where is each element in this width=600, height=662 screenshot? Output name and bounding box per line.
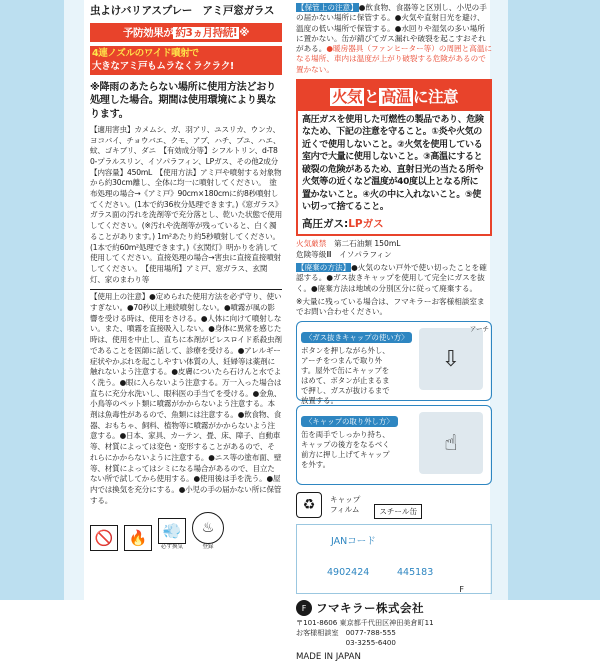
flame-icon: 🔥 bbox=[124, 525, 152, 551]
storage-caution: 【保管上の注意】●飲食物、食器等と区別し、小児の手の届かない場所に保管する。●火気や直射日光を避け、温度の低い場所で保管する。●水回りや湿気の多い場所に置かない。缶が錆びてガス漏れや破裂を起こすおそれがある。●暖房器具（ファンヒーター等）の周囲と高温になる場所、車内は温度が上がり破裂する危険があるので置かない。 bbox=[296, 3, 493, 74]
registration-caption: 登録 bbox=[202, 544, 214, 551]
jan-code-box bbox=[296, 524, 492, 594]
left-edge-band bbox=[0, 0, 84, 600]
arch-label: アーチ bbox=[469, 325, 489, 334]
cap-removal-heading: 〈キャップの取り外し方〉 bbox=[301, 416, 398, 427]
gas-type: 高圧ガス:LPガス bbox=[302, 218, 384, 231]
no-eat-icon: 🚫 bbox=[90, 525, 118, 551]
gas-release-cap-heading: 〈ガス抜きキャップの使い方〉 bbox=[301, 332, 412, 343]
manufacturer-address: 〒101-8606 東京都千代田区神田美倉町11 お客様相談室 0077-788-555 03-3255-6400 bbox=[296, 618, 434, 647]
jan-label: JANコード bbox=[331, 536, 376, 548]
recycling-marks bbox=[296, 490, 492, 519]
manufacturer bbox=[296, 600, 492, 616]
duration-banner: 予防効果が 約3ヵ月持続! ※ bbox=[90, 23, 282, 42]
made-in-label: MADE IN JAPAN bbox=[296, 652, 361, 662]
recycle-label-film: フィルム bbox=[330, 504, 360, 514]
recycle-label-cap: キャップ bbox=[330, 494, 361, 504]
plastic-recycle-icon: ♻ bbox=[296, 492, 322, 518]
lot-mark: F bbox=[459, 585, 464, 594]
hazard-class: 火気厳禁 第二石油類 150mL 危険等級Ⅲ イソパラフィン bbox=[296, 239, 401, 259]
hand-cap-illustration-icon: ☝ bbox=[419, 412, 483, 474]
disposal-method: 【廃棄の方法】●火気のない戸外で使い切ったことを確認する。●ガス抜きキャップを使用して完全にガスを抜く。●廃棄方法は地域の分別区分に従って廃棄する。 bbox=[296, 262, 487, 293]
right-column bbox=[296, 0, 493, 662]
gas-release-cap-text: ボタンを押しながら外し、アーチをつまんで取り外す。屋外で缶にキャップをはめて、ボタンが止まるまで押し、ガスが抜けるまで放置する。 bbox=[301, 346, 390, 406]
usage-caution-text: 【使用上の注意】●定められた使用方法を必ず守り、使いすぎない。●70秒以上連続噴射しない。●噴霧が風の影響を受ける時は、使用をさける。●人体に向けて噴射しない。また、噴霧を直接吸入しない。●身体に異常を感じた時は、使用を中止し、直ちに本剤がピレスロイド系殺虫剤であることを医師に話して、診療を受ける。●アレルギー症状やかぶれを起こしやすい体質の人、妊婦等は薬剤に触れないよう注意する。●皮膚についたら石けんと水でよく洗う。●眼に入らないよう注意する。万一入った場合は直ちに充分水洗いし、眼科医の手当てを受ける。●金魚、小鳥等のペット類に噴霧がかからないよう注意する。本剤は魚毒性があるので、魚類には注意する。●飲食物、食器、おもちゃ、飼料、植物等に噴霧がかからないよう注意する。●日本、家具、カーテン、畳、床、障子、自動車等、材質によっては変色・変形することがあるので、それらにかからないように注意する。●ニス等の塗布面、壁等、材質によってはシミになる場合があるので、目立たない所で試してから使用する。●使用後は手を洗う。●屋内では換気を充分にする。●小児の手の届かない所に保管する。 bbox=[90, 292, 282, 505]
fire-warning-box bbox=[296, 79, 492, 236]
cap-removal-panel bbox=[296, 405, 492, 485]
manufacturer-name: フマキラー株式会社 bbox=[316, 601, 424, 616]
nozzle-banner: 4連ノズルのワイド噴射で 大きなアミ戸もムラなくラクラク! bbox=[90, 46, 282, 75]
ventilation-icon: 💨 bbox=[158, 518, 186, 544]
right-edge-band bbox=[490, 0, 600, 600]
product-title: 虫よけバリアスプレー アミ戸窓ガラス bbox=[90, 5, 275, 17]
company-logo-icon: F bbox=[296, 600, 312, 616]
pictogram-row bbox=[90, 512, 282, 551]
fire-warning-text: 高圧ガスを使用した可燃性の製品であり、危険なため、下記の注意を守ること。①炎や火気の近くで使用しないこと。②火気を使用している室内で大量に使用しないこと。③高温にすると破裂の危険があるため、直射日光の当たる所や火気等の近くなど温度が40度以上となる所に置かないこと。④火の中に入れないこと。⑤使い切って捨てること。 bbox=[302, 115, 484, 212]
left-column bbox=[90, 0, 286, 600]
usage-caution-box bbox=[90, 289, 282, 506]
steel-can-mark: スチール缶 bbox=[374, 504, 422, 519]
jan-code-part-a: 4902424 bbox=[327, 567, 370, 579]
jan-code-part-b: 445183 bbox=[397, 567, 434, 579]
spray-can-illustration-icon: ⇩ bbox=[419, 328, 483, 390]
cap-removal-text: 缶を両手でしっかり持ち、キャップの後方をなるべく前方に押し上げてキャップを外す。 bbox=[301, 430, 390, 470]
gas-release-cap-panel bbox=[296, 321, 492, 406]
registration-seal-icon: ♨ bbox=[192, 512, 224, 544]
fire-warning-heading: 火気 と 高温 に注意 bbox=[298, 81, 490, 111]
duration-note: ※降雨のあたらない場所に使用方法どおり処理した場合。期間は使用環境により異なります。 bbox=[90, 82, 277, 120]
specs-text: 【適用害虫】カメムシ、ガ、羽アリ、ユスリカ、ウンカ、ヨコバイ、チョウバエ、クモ、アブ、ハチ、ブユ、ハエ、蚊、ゴキブリ、ダニ 【有効成分等】シフルトリン、d-T80-プラルスリン、イソパラフィン、LPガス、その他2成分 【内容量】450mL 【使用方法】アミ戸や噴射する対象物から約30cm離し、全体に均一に噴射してください。 塗布処理の場合→《アミ戸》90cm×180cmに約8秒噴射してください。(1本で約36枚分処理できます。)《窓ガラス》ガラス面の汚れを洗剤等で充分落とし、乾いた状態で使用してください。(※汚れや洗剤等が残っていると、白く濁ることがあります。) 1m²あたり約5秒噴射してください。(1本で約60m²処理できます。)《玄関灯》明かりを消して使用してください。直接処理の場合→害虫に直接直接噴射してください。 【使用場所】アミ戸、窓ガラス、玄関灯、家のまわり等 bbox=[90, 124, 286, 284]
ventilation-caption: 必ず換気 bbox=[160, 544, 183, 551]
disposal-note: ※大量に残っている場合は、フマキラーお客様相談室までお問い合わせください。 bbox=[296, 296, 485, 317]
